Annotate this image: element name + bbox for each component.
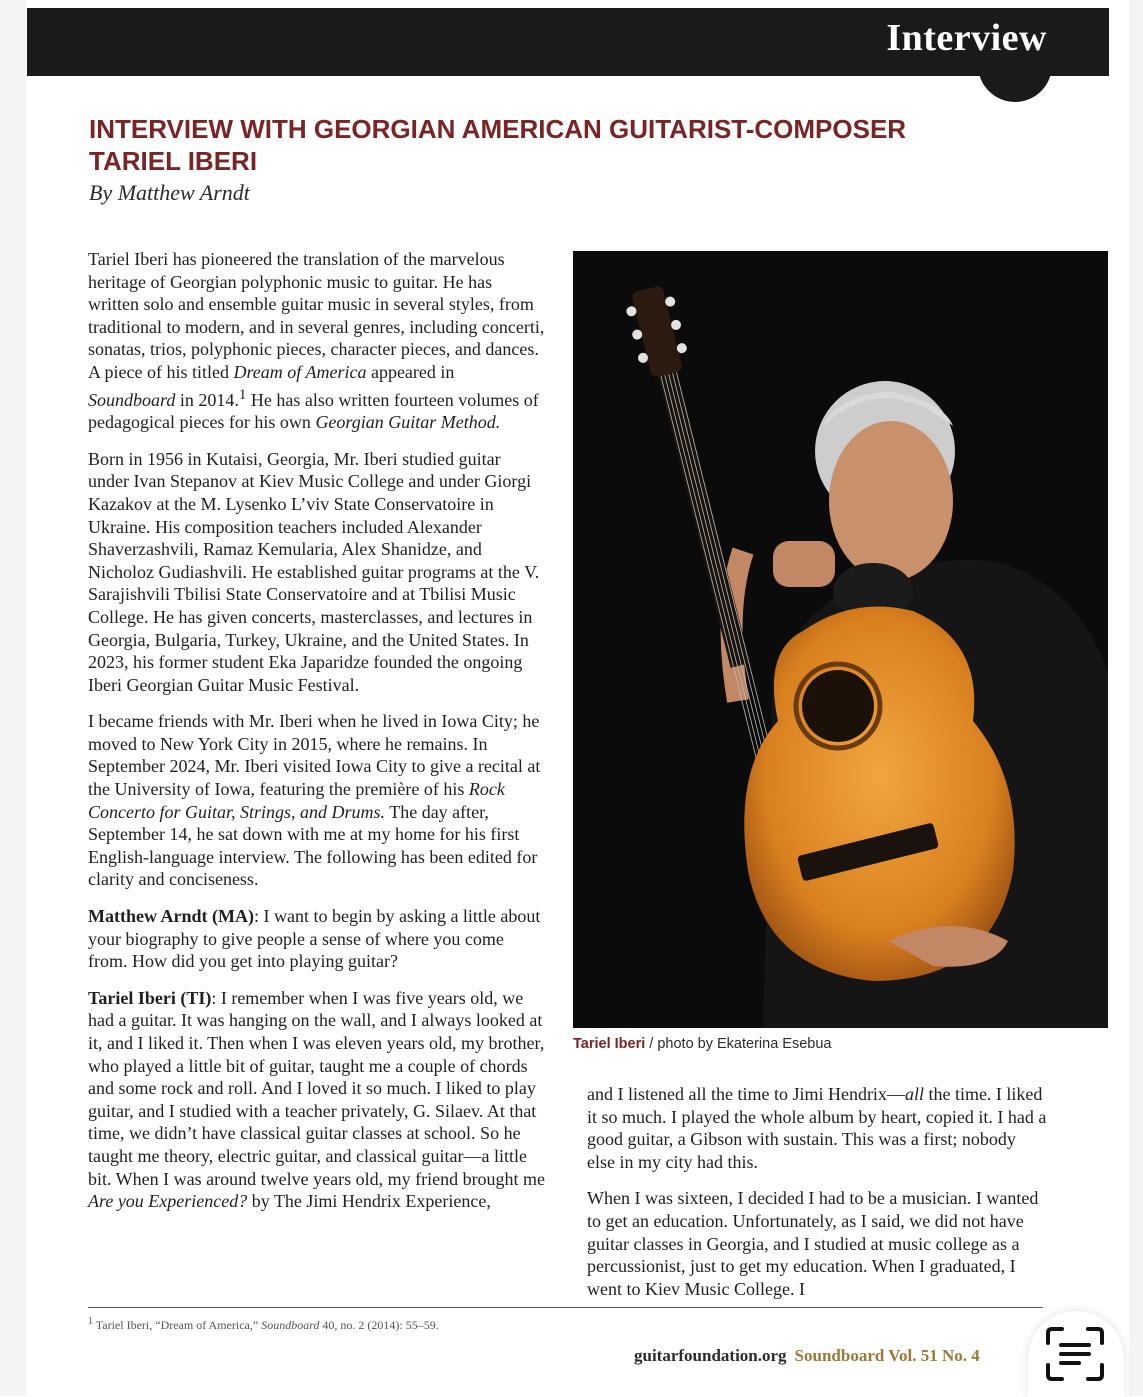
text-span: Tariel Iberi, “Dream of America,” <box>93 1318 262 1332</box>
caption-name: Tariel Iberi <box>573 1036 646 1052</box>
scan-text-icon <box>1044 1325 1106 1383</box>
text-span: I became friends with Mr. Iberi when he lived in Iowa City; he moved to New York City in 2015, where he remains. In September 2024, Mr. Iberi visited Iowa City to give a recital at the University of Iowa, featuring the première of his <box>88 711 541 800</box>
right-column <box>587 1083 1047 1314</box>
footnote-number: 1 <box>88 1316 93 1327</box>
left-column <box>88 248 546 1227</box>
footer-magazine: Soundboard Vol. 51 No. 4 <box>794 1346 980 1365</box>
paragraph-friendship <box>88 710 546 891</box>
paragraph-intro <box>88 248 546 434</box>
footer-site[interactable]: guitarfoundation.org <box>634 1346 787 1365</box>
article-title <box>89 113 989 177</box>
speaker-name: Matthew Arndt (MA) <box>88 906 254 927</box>
text-span: in 2014. <box>175 389 239 410</box>
paragraph-biography: Born in 1956 in Kutaisi, Georgia, Mr. Iberi studied guitar under Ivan Stepanov at Kiev Music College and under Giorgi Kazakov at the M. Lysenko L’viv State Conservatoire in Ukraine. His composition teachers included Alexander Shaverzashvili, Ramaz Kemularia, Alex Shanidze, and Nicholoz Gudiashvili. He established guitar programs at the V. Sarajishvili Tbilisi State Conservatoire and at Tbilisi Music College. He has given concerts, masterclasses, and lectures in Georgia, Bulgaria, Turkey, Ukraine, and the United States. In 2023, his former student Eka Japaridze founded the ongoing Iberi Georgian Guitar Music Festival. <box>88 448 540 695</box>
text-span: and I listened all the time to Jimi Hendrix— <box>587 1084 905 1104</box>
speaker-name: Tariel Iberi (TI) <box>88 987 212 1008</box>
footnote-divider <box>88 1307 1043 1308</box>
text-span: 40, no. 2 (2014): 55–59. <box>319 1318 439 1332</box>
italic-title: Dream of America <box>233 361 367 382</box>
text-span: : I want to begin by asking a little about your biography to give people a sense of where you come from. How did you get into playing guitar? <box>88 906 541 972</box>
italic-title: Soundboard <box>261 1318 320 1332</box>
paragraph-answer-ti <box>88 987 546 1213</box>
italic-title: Rock Concerto for Guitar, Strings, and Drums. <box>88 779 505 822</box>
photo-caption <box>573 1036 831 1052</box>
paragraph-hendrix <box>587 1083 1047 1173</box>
header-drip-decoration <box>978 60 1052 102</box>
italic-title: Are you Experienced? <box>88 1191 248 1212</box>
italic-emphasis: all <box>904 1084 924 1104</box>
italic-title: Soundboard <box>88 389 176 410</box>
footnote-ref[interactable]: 1 <box>238 386 247 403</box>
guitarist-photo <box>573 251 1108 1028</box>
text-span: Tariel Iberi has pioneered the translation of the marvelous heritage of Georgian polyphonic music to guitar. He has written solo and ensemble guitar music in several styles, from traditional to modern, and in several genres, including concerti, sonatas, trios, polyphonic pieces, character pieces, and dances. A piece of his titled <box>88 249 545 382</box>
page-edge-right <box>1129 0 1143 1396</box>
paragraph-education: When I was sixteen, I decided I had to be a musician. I wanted to get an education. Unfortunately, as I said, we did not have guitar classes in Georgia, and I studied at music college as a percussionist, just to get my education. When I graduated, I went to Kiev Music College. I <box>587 1188 1039 1299</box>
page-edge-left <box>0 0 26 1396</box>
byline: By Matthew Arndt <box>89 180 250 205</box>
text-span: The day after, September 14, he sat down with me at my home for his first English-language interview. The following has been edited for clarity and conciseness. <box>88 801 538 890</box>
text-span: the time. I liked it so much. I played the whole album by heart, copied it. I had a good guitar, a Gibson with sustain. This was a first; nobody else in my city had this. <box>587 1084 1047 1172</box>
caption-credit: / photo by Ekaterina Esebua <box>645 1036 832 1052</box>
article-title-line-1: INTERVIEW WITH GEORGIAN AMERICAN GUITARIST-COMPOSER <box>89 114 907 144</box>
guitarist-illustration <box>573 251 1108 1028</box>
page-footer <box>634 1346 980 1366</box>
footnote <box>88 1316 439 1333</box>
paragraph-question-ma <box>88 905 546 973</box>
text-span: : I remember when I was five years old, we had a guitar. It was hanging on the wall, and I always looked at it, and I liked it. Then when I was eleven years old, my brother, who played a little bit of guitar, taught me a couple of chords and some rock and roll. And I loved it so much. I liked to play guitar, and I studied with a teacher privately, G. Silaev. At that time, we didn’t have classical guitar classes at school. So he taught me theory, electric guitar, and classical guitar—a little bit. When I was around twelve years old, my friend brought me <box>88 987 546 1189</box>
article-title-line-2: TARIEL IBERI <box>89 146 258 176</box>
scan-text-button[interactable] <box>1028 1311 1124 1397</box>
text-span: by The Jimi Hendrix Experience, <box>247 1191 491 1212</box>
text-span: appeared in <box>366 361 455 382</box>
text-span: He has also written fourteen volumes of pedagogical pieces for his own <box>88 389 539 433</box>
italic-title: Georgian Guitar Method. <box>315 412 501 433</box>
section-label: Interview <box>886 17 1047 59</box>
